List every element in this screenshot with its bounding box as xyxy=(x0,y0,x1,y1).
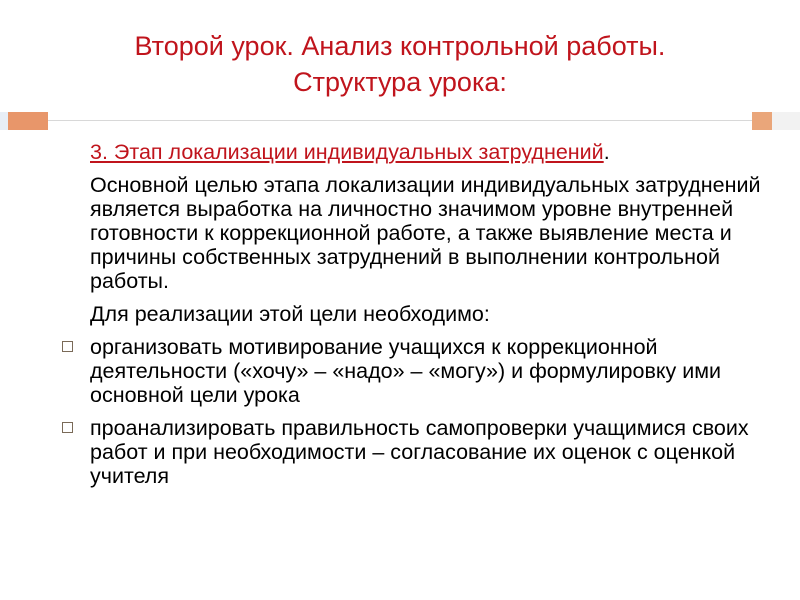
slide-title-line2: Структура урока: xyxy=(293,67,507,97)
divider-block-left xyxy=(0,112,8,130)
divider-rule xyxy=(48,120,752,121)
bullet-list xyxy=(90,335,780,488)
title-divider xyxy=(0,112,800,130)
slide-title-line1: Второй урок. Анализ контрольной работы. xyxy=(134,31,666,61)
list-item xyxy=(90,335,780,407)
slide-body xyxy=(90,140,780,497)
hollow-square-icon xyxy=(62,341,73,352)
implementation-paragraph: Для реализации этой цели необходимо: xyxy=(90,302,490,326)
divider-block-accent xyxy=(8,112,48,130)
list-item xyxy=(90,416,780,488)
slide-title xyxy=(0,28,800,100)
divider-block-right xyxy=(772,112,800,130)
stage-heading-link[interactable]: 3. Этап локализации индивидуальных затруднений xyxy=(90,140,604,164)
divider-block-right-accent xyxy=(752,112,772,130)
stage-heading-line xyxy=(90,140,780,164)
goal-paragraph: Основной целью этапа локализации индивидуальных затруднений является выработка на личностно значимом уровне внутренней готовности к коррекционной работе, а также выявление места и причины собственных затруднений в выполнении контрольной работы. xyxy=(90,173,761,293)
bullet-text: организовать мотивирование учащихся к коррекционной деятельности («хочу» – «надо» – «могу») и формулировку ими основной цели урока xyxy=(90,335,722,407)
stage-heading-period: . xyxy=(603,140,610,164)
hollow-square-icon xyxy=(62,422,73,433)
bullet-text: проанализировать правильность самопроверки учащимися своих работ и при необходимости – согласование их оценок с оценкой учителя xyxy=(90,416,749,488)
